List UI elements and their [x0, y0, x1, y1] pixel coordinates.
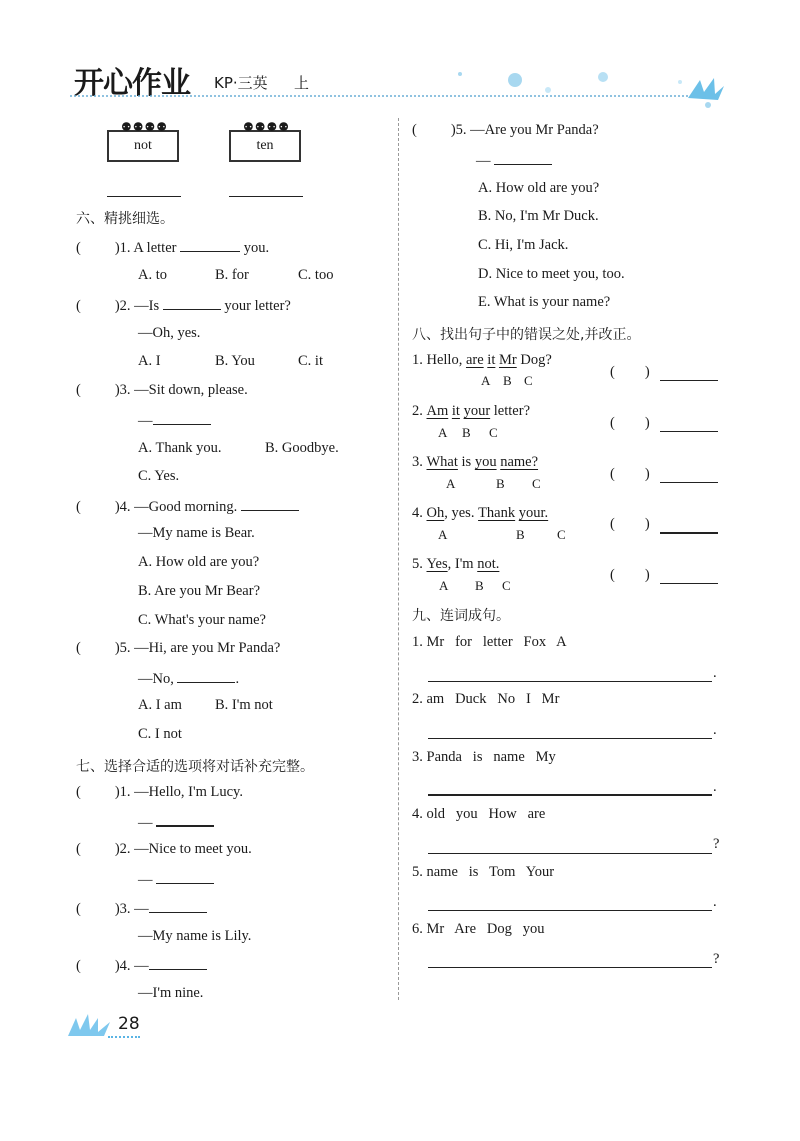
question-6-2: ( )2. —Is your letter?	[76, 298, 291, 314]
question-6-5: ( )5. —Hi, are you Mr Panda?	[76, 640, 281, 656]
end-punct: .	[713, 894, 717, 910]
reply: —My name is Bear.	[138, 525, 255, 541]
letter-label: A	[481, 373, 491, 388]
option: B. I'm not	[215, 697, 273, 713]
option: E. What is your name?	[478, 294, 611, 310]
option: A. I am	[138, 697, 182, 713]
option: C. I not	[138, 726, 182, 742]
question-7-5: ( )5. —Are you Mr Panda?	[412, 122, 599, 138]
reply: —	[138, 813, 214, 832]
sentence-line[interactable]	[428, 967, 712, 968]
word-item-3: 3. Panda is name My	[412, 749, 556, 765]
fill-blank[interactable]	[156, 813, 214, 827]
section7-heading: 七、选择合适的选项将对话补充完整。	[76, 759, 314, 775]
letter-label: B	[462, 425, 471, 440]
reply: —	[476, 151, 552, 170]
letter-label: C	[532, 476, 541, 491]
sentence-line[interactable]	[428, 910, 712, 911]
option: C. too	[298, 267, 334, 283]
correction-line[interactable]	[660, 380, 718, 381]
sentence-line[interactable]	[428, 853, 712, 854]
letter-label: A	[439, 578, 449, 593]
correction-line[interactable]	[660, 431, 718, 432]
sentence-line[interactable]	[428, 738, 712, 739]
card-ten: ten	[229, 130, 301, 162]
reply: —	[138, 870, 214, 889]
end-punct: .	[713, 665, 717, 681]
reply: —I'm nine.	[138, 985, 204, 1001]
header-title: 开心作业	[74, 66, 190, 101]
fill-blank[interactable]	[156, 870, 214, 884]
header-series: KP·三英	[214, 74, 268, 92]
answer-paren[interactable]: ( )	[610, 567, 650, 583]
footer-dots	[108, 1036, 140, 1038]
end-punct: ?	[713, 951, 720, 967]
end-punct: .	[713, 779, 717, 795]
option: C. Hi, I'm Jack.	[478, 237, 569, 253]
page-number: 28	[118, 1014, 140, 1034]
letter-label: B	[516, 527, 525, 542]
fill-blank[interactable]	[180, 238, 240, 252]
section8-heading: 八、找出句子中的错误之处,并改正。	[412, 327, 641, 343]
letter-label: C	[557, 527, 566, 542]
option: A. How old are you?	[138, 554, 260, 570]
footer-grass-icon	[66, 1012, 116, 1038]
option: C. it	[298, 353, 323, 369]
fill-blank[interactable]	[149, 956, 207, 970]
reply: —My name is Lily.	[138, 928, 252, 944]
fill-blank[interactable]	[153, 411, 211, 425]
word-item-5: 5. name is Tom Your	[412, 864, 555, 880]
error-item-4: 4. Oh, yes. Thank your.	[412, 505, 549, 521]
question-6-4: ( )4. —Good morning.	[76, 497, 299, 516]
answer-line[interactable]	[229, 196, 303, 197]
column-divider	[398, 118, 399, 1000]
section6-heading: 六、精挑细选。	[76, 211, 174, 227]
option: C. Yes.	[138, 468, 180, 484]
reply: —	[138, 411, 211, 430]
fill-blank[interactable]	[177, 669, 235, 683]
fill-blank[interactable]	[241, 497, 299, 511]
correction-line[interactable]	[660, 583, 718, 584]
letter-label: C	[489, 425, 498, 440]
error-item-2: 2. Am it your letter?	[412, 403, 531, 419]
letter-label: A	[446, 476, 456, 491]
question-6-1: ( )1. A letter you.	[76, 240, 270, 256]
word-item-6: 6. Mr Are Dog you	[412, 921, 545, 937]
word-item-1: 1. Mr for letter Fox A	[412, 634, 567, 650]
sentence-line[interactable]	[428, 681, 712, 682]
option: A. How old are you?	[478, 180, 600, 196]
answer-paren[interactable]: ( )	[610, 415, 650, 431]
option: B. Goodbye.	[265, 440, 339, 456]
card-rings: ⚉⚉⚉⚉	[121, 120, 169, 134]
fill-blank[interactable]	[163, 296, 221, 310]
letter-label: B	[503, 373, 512, 388]
option: A. Thank you.	[138, 440, 222, 456]
end-punct: .	[713, 722, 717, 738]
section9-heading: 九、连词成句。	[412, 608, 510, 624]
option: D. Nice to meet you, too.	[478, 266, 625, 282]
card-not: not	[107, 130, 179, 162]
answer-paren[interactable]: ( )	[610, 516, 650, 532]
option: B. for	[215, 267, 249, 283]
letter-label: C	[524, 373, 533, 388]
letter-label: A	[438, 425, 448, 440]
letter-label: C	[502, 578, 511, 593]
fill-blank[interactable]	[149, 899, 207, 913]
question-7-4: ( )4. —	[76, 956, 207, 975]
question-6-3: ( )3. —Sit down, please.	[76, 382, 248, 398]
fill-blank[interactable]	[494, 151, 552, 165]
correction-line[interactable]	[660, 482, 718, 483]
option: A. to	[138, 267, 167, 283]
option: B. You	[215, 353, 255, 369]
option: A. I	[138, 353, 161, 369]
option: C. What's your name?	[138, 612, 266, 628]
option: B. Are you Mr Bear?	[138, 583, 261, 599]
answer-paren[interactable]: ( )	[610, 466, 650, 482]
reply: —No, .	[138, 671, 240, 687]
letter-label: B	[475, 578, 484, 593]
option: B. No, I'm Mr Duck.	[478, 208, 599, 224]
error-item-5: 5. Yes, I'm not.	[412, 556, 500, 572]
answer-paren[interactable]: ( )	[610, 364, 650, 380]
question-7-3: ( )3. —	[76, 899, 207, 918]
header-decoration	[70, 60, 730, 110]
header-volume: 上	[294, 74, 310, 92]
end-punct: ?	[713, 836, 720, 852]
letter-label: B	[496, 476, 505, 491]
word-item-2: 2. am Duck No I Mr	[412, 691, 560, 707]
error-item-1: 1. Hello, are it Mr Dog?	[412, 352, 552, 368]
correction-line[interactable]	[660, 532, 718, 534]
word-item-4: 4. old you How are	[412, 806, 546, 822]
letter-label: A	[438, 527, 448, 542]
sentence-line[interactable]	[428, 794, 712, 796]
question-7-2: ( )2. —Nice to meet you.	[76, 841, 252, 857]
question-7-1: ( )1. —Hello, I'm Lucy.	[76, 784, 243, 800]
card-rings: ⚉⚉⚉⚉	[243, 120, 291, 134]
error-item-3: 3. What is you name?	[412, 454, 539, 470]
answer-line[interactable]	[107, 196, 181, 197]
reply: —Oh, yes.	[138, 325, 201, 341]
